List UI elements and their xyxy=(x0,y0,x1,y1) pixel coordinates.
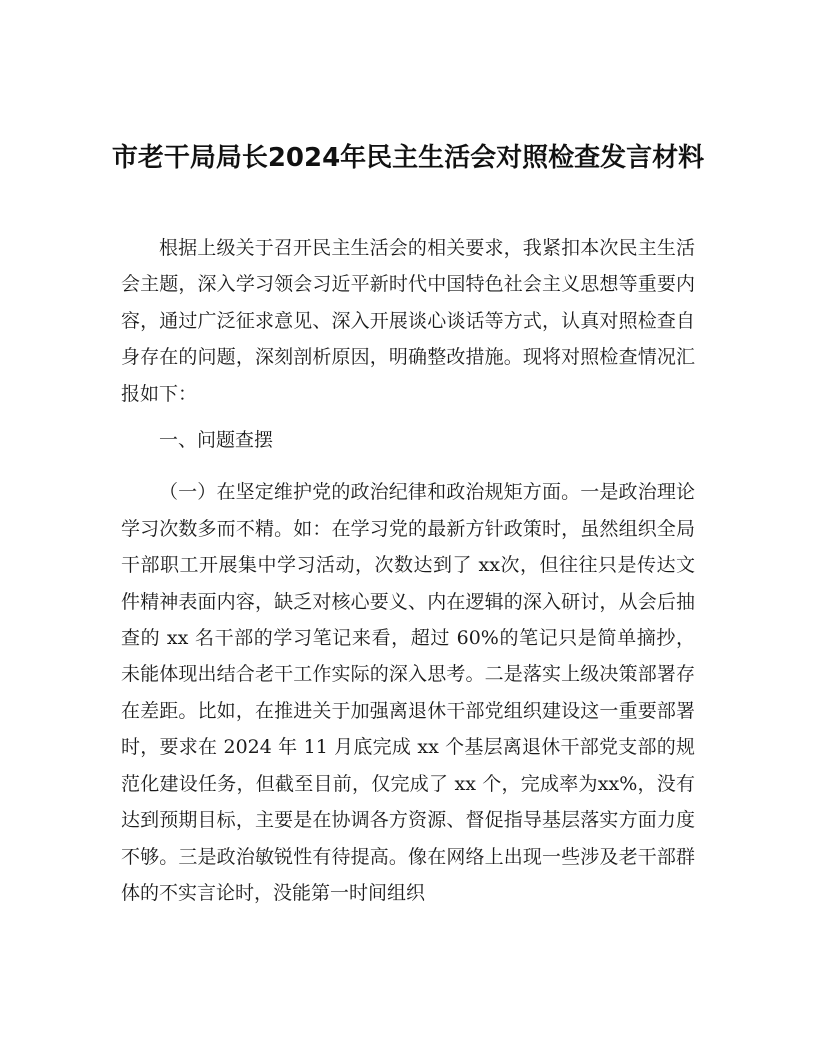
section-heading: 一、问题查摆 xyxy=(159,429,274,452)
body-paragraph: （一）在坚定维护党的政治纪律和政治规矩方面。一是政治理论学习次数多而不精。如：在学习党的最新方针政策时，虽然组织全局干部职工开展集中学习活动，次数达到了 xx次，但往往只是传达文件精神表面内容，缺乏对核心要义、内在逻辑的深入研讨，从会后抽查的 xx 名干部的学习笔记来看，超过 60%的笔记只是简单摘抄，未能体现出结合老干工作实际的深入思考。二是落实上级决策部署存在差距。比如，在推进关于加强离退休干部党组织建设这一重要部署时，要求在 2024 年 11 月底完成 xx 个基层离退休干部党支部的规范化建设任务，但截至目前，仅完成了 xx 个，完成率为xx%，没有达到预期目标，主要是在协调各方资源、督促指导基层落实方面力度不够。三是政治敏锐性有待提高。像在网络上出现一些涉及老干部群体的不实言论时，没能第一时间组织 xyxy=(121,481,695,904)
document-body xyxy=(121,230,695,921)
intro-paragraph: 根据上级关于召开民主生活会的相关要求，我紧扣本次民主生活会主题，深入学习领会习近平新时代中国特色社会主义思想等重要内容，通过广泛征求意见、深入开展谈心谈话等方式，认真对照检查自身存在的问题，深刻剖析原因，明确整改措施。现将对照检查情况汇报如下： xyxy=(121,237,695,405)
document-title: 市老干局局长2024年民主生活会对照检查发言材料 xyxy=(111,143,705,173)
